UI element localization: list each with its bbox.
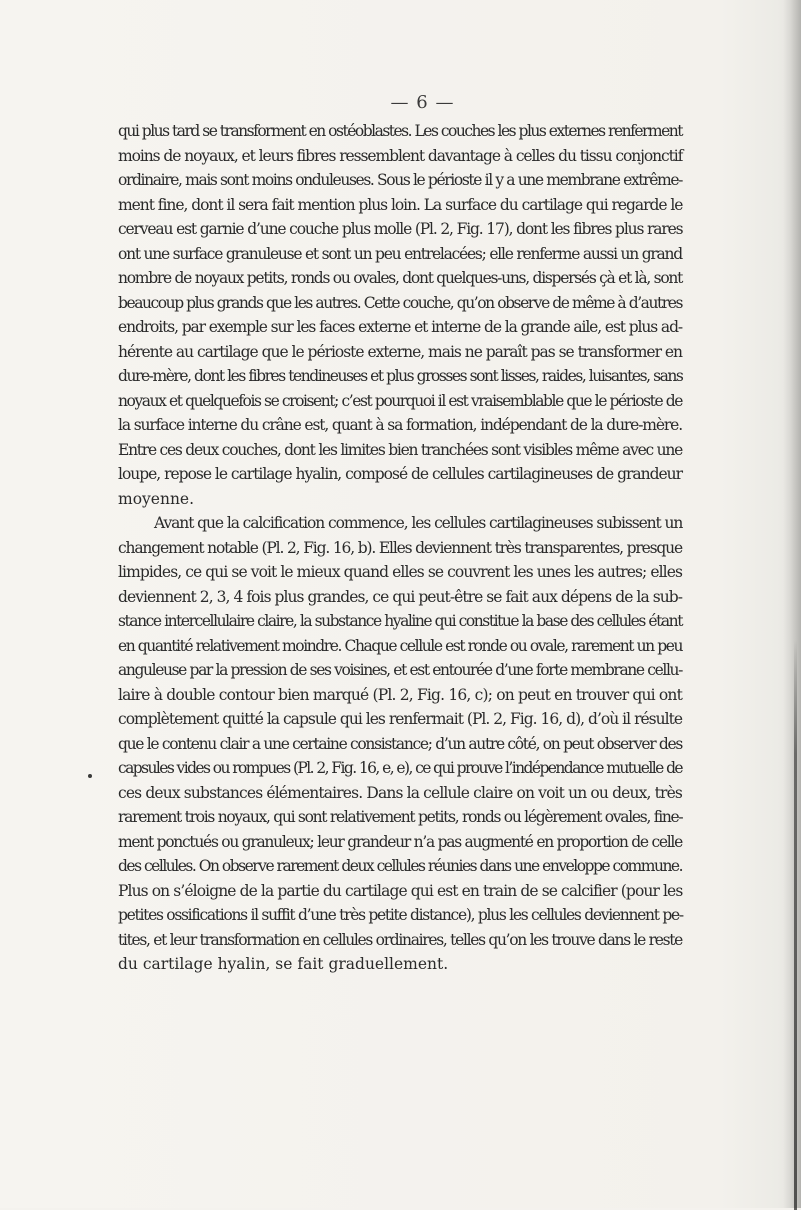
text-line: qui plus tard se transforment en ostéoblastes. Les couches les plus externes renferment <box>118 122 682 140</box>
text-line: changement notable (Pl. 2, Fig. 16, b). Elles deviennent très transparentes, presque <box>118 538 682 557</box>
text-line: rarement trois noyaux, qui sont relativement petits, ronds ou légèrement ovales, fine- <box>118 808 683 826</box>
text-line: ment fine, dont il sera fait mention plus loin. La surface du cartilage qui regarde le <box>118 195 683 214</box>
binding-edge-line <box>794 640 797 1210</box>
text-line: beaucoup plus grands que les autres. Cette couche, qu’on observe de même à d’autres <box>118 293 682 312</box>
text-line: stance intercellulaire claire, la substance hyaline qui constitue la base des cellules étant <box>118 612 683 630</box>
text-line: deviennent 2, 3, 4 fois plus grandes, ce qui peut-être se fait aux dépens de la sub- <box>118 587 682 606</box>
text-line: nombre de noyaux petits, ronds ou ovales, dont quelques-uns, dispersés çà et là, sont <box>118 269 683 287</box>
body-text <box>118 119 682 977</box>
text-line: ont une surface granuleuse et sont un peu entrelacées; elle renferme aussi un grand <box>118 244 682 263</box>
text-line: la surface interne du crâne est, quant à sa formation, indépendant de la dure-mère. <box>118 416 682 434</box>
text-line: Entre ces deux couches, dont les limites bien tranchées sont visibles même avec une <box>118 440 683 459</box>
page-number: — 6 — <box>390 92 455 113</box>
text-line: du cartilage hyalin, se fait graduellement. <box>118 955 449 973</box>
margin-dot <box>88 774 92 778</box>
text-line: limpides, ce qui se voit le mieux quand elles se couvrent les unes les autres; elles <box>118 563 683 581</box>
text-line: en quantité relativement moindre. Chaque cellule est ronde ou ovale, rarement un peu <box>118 636 683 655</box>
text-line: ment ponctués ou granuleux; leur grandeur n’a pas augmenté en proportion de celle <box>118 832 682 851</box>
paragraph-2 <box>118 511 682 977</box>
text-line: capsules vides ou rompues (Pl. 2, Fig. 16, e, e), ce qui prouve l’indépendance mutuelle de <box>118 759 682 777</box>
text-line: que le contenu clair a une certaine consistance; d’un autre côté, on peut observer des <box>118 734 682 753</box>
text-line: laire à double contour bien marqué (Pl. 2, Fig. 16, c); on peut en trouver qui ont <box>118 685 682 704</box>
text-line: noyaux et quelquefois se croisent; c’est pourquoi il est vraisemblable que le périoste de <box>118 391 682 410</box>
text-line: loupe, repose le cartilage hyalin, composé de cellules cartilagineuses de grandeur <box>118 465 683 483</box>
text-line: ordinaire, mais sont moins onduleuses. Sous le périoste il y a une membrane extrême- <box>118 171 682 189</box>
text-line: petites ossifications il suffit d’une très petite distance), plus les cellules deviennent pe- <box>118 906 683 924</box>
text-line: cerveau est garnie d’une couche plus molle (Pl. 2, Fig. 17), dont les fibres plus rares <box>118 220 683 238</box>
text-line: ces deux substances élémentaires. Dans la cellule claire on voit un ou deux, très <box>118 783 682 802</box>
text-line: des cellules. On observe rarement deux cellules réunies dans une enveloppe commune. <box>118 857 683 875</box>
text-line: moins de noyaux, et leurs fibres ressemblent davantage à celles du tissu conjonctif <box>118 146 683 165</box>
text-line: complètement quitté la capsule qui les renfermait (Pl. 2, Fig. 16, d), d’où il résulte <box>118 710 683 728</box>
text-line: hérente au cartilage que le périoste externe, mais ne paraît pas se transformer en <box>118 342 682 361</box>
text-line: Avant que la calcification commence, les cellules cartilagineuses subissent un <box>154 514 683 532</box>
paragraph-1 <box>118 119 682 511</box>
text-line: Plus on s’éloigne de la partie du cartilage qui est en train de se calcifier (pour les <box>118 881 683 900</box>
text-line: dure-mère, dont les fibres tendineuses et plus grosses sont lisses, raides, luisantes, sans <box>118 367 683 385</box>
text-line: anguleuse par la pression de ses voisines, et est entourée d’une forte membrane cellu- <box>118 661 682 679</box>
text-line: tites, et leur transformation en cellules ordinaires, telles qu’on les trouve dans le reste <box>118 930 682 949</box>
text-line: endroits, par exemple sur les faces externe et interne de la grande aile, est plus ad- <box>118 318 683 336</box>
text-line: moyenne. <box>118 489 195 508</box>
page-edge-shadow <box>783 0 801 1208</box>
